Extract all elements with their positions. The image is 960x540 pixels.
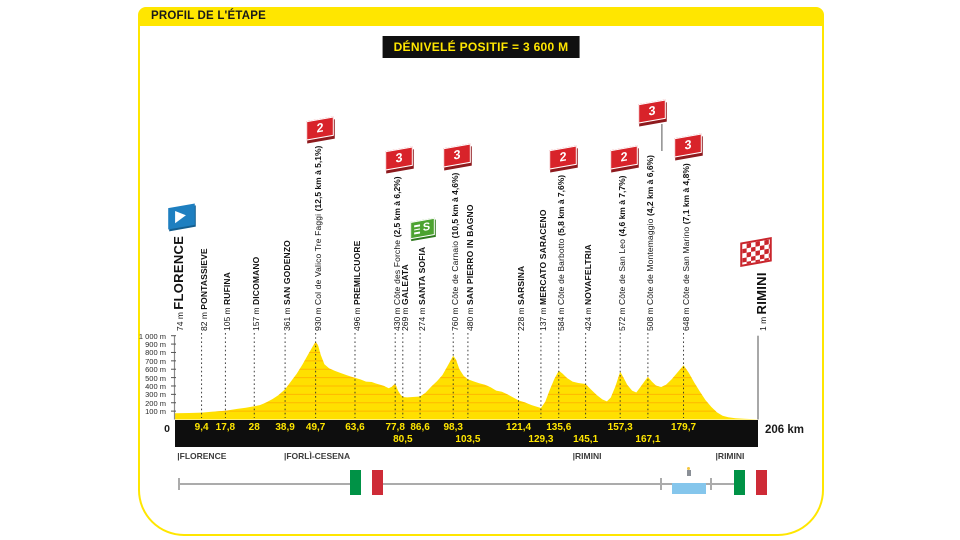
category-badge-2: 2 <box>610 145 638 169</box>
page-title: PROFIL DE L'ÉTAPE <box>151 10 266 22</box>
country-border-tick <box>710 478 712 490</box>
km-scale-bar <box>175 420 758 447</box>
category-badge-2: 2 <box>549 145 577 169</box>
km-marker-cote-des-forche: 77,8 <box>385 422 405 433</box>
sprint-badge: S <box>410 218 435 240</box>
km-marker-pontassieve: 9,4 <box>194 422 209 433</box>
san-marino-flag-icon <box>672 473 706 494</box>
y-tick-label: 200 m <box>145 398 166 408</box>
km-end-label: 206 km <box>765 424 805 436</box>
waypoint-label-sarsina: 228 m SARSINA <box>515 265 526 331</box>
waypoint-label-rufina: 105 m RUFINA <box>222 271 233 331</box>
km-marker-mercato-saraceno: 129,3 <box>528 434 554 445</box>
km-marker-dicomano: 28 <box>248 422 260 433</box>
province-label-0: |FLORENCE <box>177 451 227 461</box>
waypoint-label-cote-de-carnaio: 760 m Côte de Carnaio (10,5 km à 4,6%) <box>450 172 461 331</box>
y-tick-label: 100 m <box>145 407 166 417</box>
category-badge-3: 3 <box>385 146 413 170</box>
waypoint-label-san-pierro-in-bagno: 480 m SAN PIERRO IN BAGNO <box>464 204 475 331</box>
km-marker-galeata: 80,5 <box>393 434 413 445</box>
y-tick-label: 300 m <box>145 390 166 400</box>
country-border-tick <box>660 478 662 490</box>
country-border-tick <box>178 478 180 490</box>
waypoint-label-cote-de-barbotto: 584 m Côte de Barbotto (5,8 km à 7,6%) <box>555 174 566 331</box>
elevation-gain-banner: DÉNIVELÉ POSITIF = 3 600 M <box>383 36 580 58</box>
km-marker-cote-de-san-leo: 157,3 <box>607 422 633 433</box>
province-label-1: |FORLÌ-CESENA <box>283 451 351 461</box>
km-marker-rufina: 17,8 <box>215 422 236 433</box>
waypoint-label-cote-de-san-marino: 648 m Côte de San Marino (7,1 km à 4,8%) <box>680 163 691 331</box>
km-marker-cote-de-san-marino: 179,7 <box>671 422 697 433</box>
km-marker-san-godenzo: 38,9 <box>275 422 295 433</box>
km-marker-col-de-valico-tre-faggi: 49,7 <box>305 422 326 433</box>
category-badge-3: 3 <box>443 143 471 167</box>
y-tick-label: 800 m <box>145 348 166 358</box>
y-tick-label: 500 m <box>145 373 166 383</box>
y-tick-label: 1 000 m <box>138 331 166 341</box>
km-marker-cote-de-montemaggio: 167,1 <box>635 434 661 445</box>
waypoint-label-cote-de-san-leo: 572 m Côte de San Leo (4,6 km à 7,7%) <box>617 175 628 331</box>
waypoint-label-premilcuore: 496 m PREMILCUORE <box>351 240 362 331</box>
waypoint-label-cote-de-montemaggio: 508 m Côte de Montemaggio (4,2 km à 6,6%) <box>644 155 655 331</box>
province-label-3: |RIMINI <box>715 451 745 461</box>
y-tick-label: 700 m <box>145 356 166 366</box>
km-marker-sarsina: 121,4 <box>506 422 532 433</box>
km-marker-santa-sofia: 86,6 <box>410 422 430 433</box>
waypoint-label-pontassieve: 82 m PONTASSIEVE <box>198 248 209 331</box>
waypoint-label-cote-des-forche: 430 m Côte des Forche (2,5 km à 6,2%) <box>392 176 403 331</box>
category-badge-3: 3 <box>638 99 666 123</box>
waypoint-label-col-de-valico-tre-faggi: 930 m Col de Valico Tre Faggi (12,5 km à 5,1%) <box>312 145 323 331</box>
waypoint-label-galeata: 269 m GALEATA <box>399 264 410 331</box>
km-marker-novafeltria: 145,1 <box>573 434 599 445</box>
km-start-label: 0 <box>164 423 170 435</box>
waypoint-label-florence: 74 m FLORENCE <box>171 235 186 331</box>
category-badge-3: 3 <box>674 133 702 157</box>
y-tick-label: 400 m <box>145 381 166 391</box>
waypoint-label-novafeltria: 424 m NOVAFELTRIA <box>582 244 593 331</box>
km-marker-premilcuore: 63,6 <box>345 422 365 433</box>
km-marker-cote-de-carnaio: 98,3 <box>443 422 463 433</box>
waypoint-label-santa-sofia: 274 m SANTA SOFIA <box>417 246 428 331</box>
italy-flag-icon <box>350 470 383 495</box>
km-marker-san-pierro-in-bagno: 103,5 <box>455 434 481 445</box>
waypoint-label-rimini: 1 m RIMINI <box>754 272 769 331</box>
km-marker-cote-de-barbotto: 135,6 <box>546 422 572 433</box>
province-label-2: |RIMINI <box>572 451 602 461</box>
waypoint-label-dicomano: 157 m DICOMANO <box>251 256 262 331</box>
italy-flag-icon <box>734 470 767 495</box>
country-line <box>178 483 757 485</box>
waypoint-label-mercato-saraceno: 137 m MERCATO SARACENO <box>537 209 548 331</box>
category-badge-2: 2 <box>306 116 334 140</box>
y-tick-label: 900 m <box>145 340 166 350</box>
elevation-area <box>175 342 758 420</box>
y-tick-label: 600 m <box>145 365 166 375</box>
waypoint-label-san-godenzo: 361 m SAN GODENZO <box>282 240 293 331</box>
